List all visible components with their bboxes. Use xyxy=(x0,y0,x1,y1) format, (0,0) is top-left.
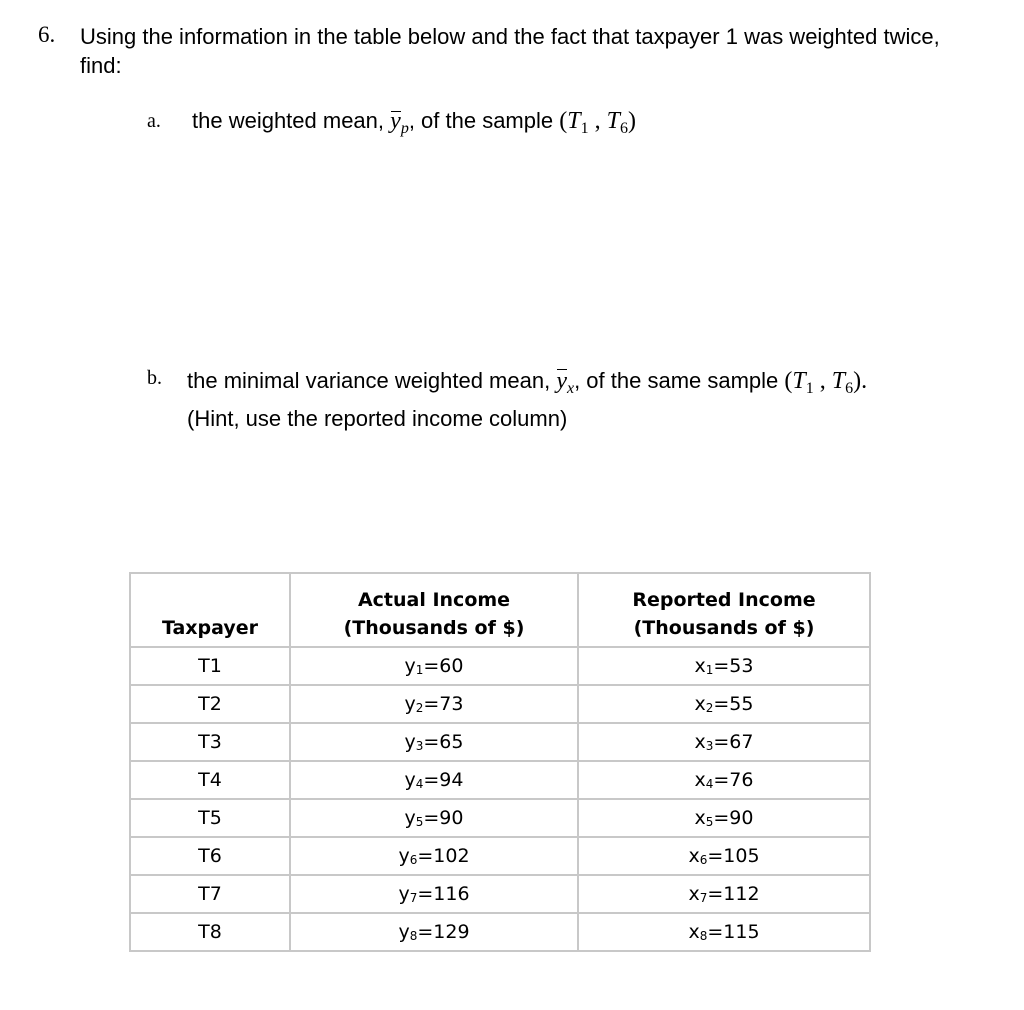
reported-income-cell xyxy=(578,913,870,951)
y-value: =102 xyxy=(417,845,470,867)
part-a-sample-first-sub: 1 xyxy=(580,120,589,137)
x-sub: 5 xyxy=(705,815,714,829)
y-sub: 6 xyxy=(409,853,418,867)
y-var: y xyxy=(404,769,416,791)
part-b-sample-last-sub: 6 xyxy=(845,380,854,397)
x-value: =115 xyxy=(707,921,760,943)
header-reported-line1: Reported Income xyxy=(632,589,816,611)
x-value: =53 xyxy=(713,655,754,677)
part-b-text xyxy=(187,366,867,434)
y-sub: 8 xyxy=(409,929,418,943)
y-sub: 7 xyxy=(409,891,418,905)
x-var: x xyxy=(694,731,706,753)
x-value: =67 xyxy=(713,731,754,753)
x-var: x xyxy=(694,655,706,677)
part-a-sample-first: T xyxy=(567,108,581,134)
taxpayer-cell: T1 xyxy=(130,647,290,685)
y-sub: 5 xyxy=(415,815,424,829)
header-actual-line2: (Thousands of $) xyxy=(343,617,525,639)
part-b-sample-first: T xyxy=(792,368,806,394)
table-row xyxy=(130,799,870,837)
x-sub: 6 xyxy=(699,853,708,867)
x-var: x xyxy=(694,807,706,829)
part-b-sample-last: T xyxy=(831,368,846,394)
x-sub: 2 xyxy=(705,701,714,715)
x-value: =90 xyxy=(713,807,754,829)
y-sub: 3 xyxy=(415,739,424,753)
actual-income-cell xyxy=(290,913,578,951)
part-a-sample-sep: , xyxy=(588,108,607,134)
part-b-paren-open: ( xyxy=(784,368,793,394)
part-a-paren-close: ) xyxy=(627,108,636,134)
part-b-mean-symbol: y xyxy=(556,368,567,394)
y-sub: 1 xyxy=(415,663,424,677)
part-b-tail: , of the same sample xyxy=(574,368,779,393)
part-b-paren-close: ). xyxy=(853,368,868,394)
x-var: x xyxy=(688,883,700,905)
y-var: y xyxy=(398,845,410,867)
part-a-sample-last-sub: 6 xyxy=(619,120,628,137)
reported-income-cell xyxy=(578,685,870,723)
header-actual-income xyxy=(290,573,578,647)
actual-income-cell xyxy=(290,723,578,761)
part-a-mean-subscript: p xyxy=(400,120,409,137)
actual-income-cell xyxy=(290,647,578,685)
reported-income-cell xyxy=(578,647,870,685)
y-value: =129 xyxy=(417,921,470,943)
x-value: =105 xyxy=(707,845,760,867)
reported-income-cell xyxy=(578,875,870,913)
reported-income-cell xyxy=(578,761,870,799)
part-a-label: a. xyxy=(147,110,161,132)
taxpayer-cell: T5 xyxy=(130,799,290,837)
taxpayer-cell: T7 xyxy=(130,875,290,913)
y-var: y xyxy=(398,921,410,943)
y-sub: 2 xyxy=(415,701,424,715)
x-var: x xyxy=(688,921,700,943)
taxpayer-cell: T6 xyxy=(130,837,290,875)
x-value: =112 xyxy=(707,883,760,905)
taxpayer-cell: T2 xyxy=(130,685,290,723)
y-value: =116 xyxy=(417,883,470,905)
actual-income-cell xyxy=(290,875,578,913)
x-sub: 3 xyxy=(705,739,714,753)
y-value: =90 xyxy=(423,807,464,829)
x-var: x xyxy=(694,693,706,715)
header-reported-income xyxy=(578,573,870,647)
x-value: =55 xyxy=(713,693,754,715)
table-row xyxy=(130,761,870,799)
part-b-lead: the minimal variance weighted mean, xyxy=(187,368,551,393)
x-value: =76 xyxy=(713,769,754,791)
actual-income-cell xyxy=(290,761,578,799)
part-b-label: b. xyxy=(147,367,162,389)
table-row xyxy=(130,913,870,951)
y-value: =73 xyxy=(423,693,464,715)
question-number: 6. xyxy=(38,22,56,47)
y-var: y xyxy=(404,807,416,829)
header-taxpayer-label: Taxpayer xyxy=(161,617,259,639)
taxpayer-cell: T8 xyxy=(130,913,290,951)
taxpayer-cell: T3 xyxy=(130,723,290,761)
y-value: =65 xyxy=(423,731,464,753)
reported-income-cell xyxy=(578,723,870,761)
part-b-sample-sep: , xyxy=(813,368,832,394)
y-var: y xyxy=(404,731,416,753)
table-row xyxy=(130,685,870,723)
actual-income-cell xyxy=(290,837,578,875)
header-actual-line1: Actual Income xyxy=(357,589,511,611)
part-a-mean-symbol: y xyxy=(390,108,401,134)
part-a-tail: , of the sample xyxy=(408,108,554,133)
actual-income-cell xyxy=(290,685,578,723)
y-value: =94 xyxy=(423,769,464,791)
x-var: x xyxy=(694,769,706,791)
part-a-lead: the weighted mean, xyxy=(192,108,385,133)
question-text: Using the information in the table below and the fact that taxpayer 1 was weighted twice, find: xyxy=(80,24,940,78)
part-a-paren-open: ( xyxy=(559,108,568,134)
header-taxpayer xyxy=(130,573,290,647)
part-b-hint: (Hint, use the reported income column) xyxy=(187,406,568,431)
table-row xyxy=(130,647,870,685)
y-var: y xyxy=(404,655,416,677)
part-b-mean-subscript: x xyxy=(566,380,575,397)
table-row xyxy=(130,837,870,875)
actual-income-cell xyxy=(290,799,578,837)
income-table xyxy=(129,572,871,952)
part-a-text xyxy=(192,108,636,138)
x-var: x xyxy=(688,845,700,867)
taxpayer-cell: T4 xyxy=(130,761,290,799)
y-sub: 4 xyxy=(415,777,424,791)
table-header-row xyxy=(130,573,870,647)
y-value: =60 xyxy=(423,655,464,677)
part-a-sample-last: T xyxy=(606,108,620,134)
header-reported-line2: (Thousands of $) xyxy=(633,617,815,639)
y-var: y xyxy=(404,693,416,715)
reported-income-cell xyxy=(578,799,870,837)
y-var: y xyxy=(398,883,410,905)
table-row xyxy=(130,723,870,761)
x-sub: 1 xyxy=(705,663,714,677)
x-sub: 7 xyxy=(699,891,708,905)
reported-income-cell xyxy=(578,837,870,875)
x-sub: 4 xyxy=(705,777,714,791)
part-b-sample-first-sub: 1 xyxy=(805,380,814,397)
part-b-line1 xyxy=(187,366,867,404)
table-row xyxy=(130,875,870,913)
x-sub: 8 xyxy=(699,929,708,943)
